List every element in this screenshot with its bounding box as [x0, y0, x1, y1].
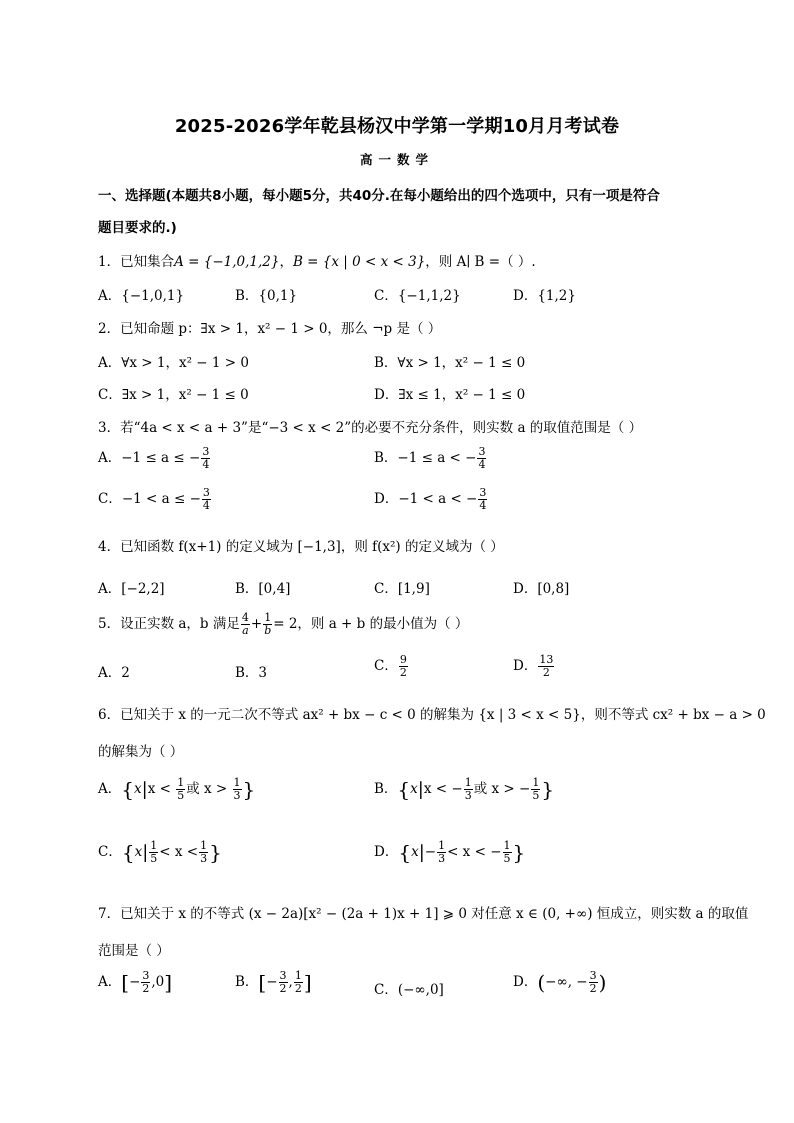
- q2-option-c: C．∃x > 1，x² − 1 ≤ 0: [98, 387, 249, 403]
- q5-c-fraction: [399, 654, 408, 678]
- q7-option-d: [513, 970, 606, 995]
- q4-option-d: D．[0,8]: [513, 581, 570, 597]
- q6-d-n1: 1: [438, 839, 446, 853]
- q6-a-var: x: [133, 781, 142, 797]
- q6-c-n2: 1: [200, 839, 208, 853]
- q5-d1: a: [242, 624, 249, 637]
- q5-option-b: B．3: [235, 665, 268, 681]
- q7-a-den: 2: [142, 982, 150, 995]
- q6-d-n2: 1: [503, 839, 511, 853]
- q6-c-frac-1: [149, 840, 158, 864]
- q6-b-d2: 5: [532, 789, 540, 802]
- q3-b-num: 3: [478, 445, 486, 459]
- q7-b-num-2: 1: [294, 969, 302, 983]
- q5-d-fraction: [538, 654, 554, 678]
- q7-d-num: 3: [589, 969, 597, 983]
- q6-b-text-a: x < −: [423, 781, 463, 797]
- q7-a-num: 3: [142, 969, 150, 983]
- q5-frac-2: [263, 612, 272, 636]
- q7-d-label: D．: [513, 974, 538, 990]
- section-heading: 一、选择题(本题共8小题，每小题5分，共40分.在每小题给出的四个选项中，只有一项是符合: [98, 188, 660, 204]
- q3-c-text: C．−1 < a ≤ −: [98, 491, 201, 507]
- question-1-stem: [98, 250, 536, 270]
- q6-c-frac-2: [199, 840, 208, 864]
- q6-a-text-a: x <: [147, 781, 176, 797]
- q6-a-bar: |: [141, 779, 148, 800]
- q5-text-a: 5．设正实数 a，b 满足: [98, 616, 240, 632]
- q1-option-b: B．{0,1}: [235, 288, 298, 304]
- q6-d-brace-close: }: [512, 840, 526, 865]
- q6-c-brace-close: }: [209, 840, 222, 865]
- q5-c-label: C．: [374, 658, 398, 674]
- q6-option-b: [374, 777, 554, 802]
- q6-d-bar: |: [418, 842, 425, 863]
- q6-d-var: x: [411, 844, 419, 860]
- q7-b-fraction-2: [294, 970, 303, 994]
- q3-d-num: 3: [479, 486, 487, 500]
- q3-c-den: 4: [202, 499, 210, 512]
- q7-d-fraction: [589, 970, 598, 994]
- q3-b-fraction: [477, 446, 486, 470]
- q3-b-text: B．−1 ≤ a < −: [374, 450, 477, 466]
- q5-option-c: [374, 654, 409, 679]
- q6-a-text-b: 或 x >: [186, 781, 232, 797]
- q6-d-d2: 5: [503, 852, 511, 865]
- q6-b-label: B．: [374, 781, 398, 797]
- q3-c-fraction: [202, 487, 211, 511]
- q6-d-text-a: −: [424, 844, 437, 860]
- q7-b-label: B．: [235, 974, 259, 990]
- q2-option-d: D．∃x ≤ 1，x² − 1 ≤ 0: [374, 387, 526, 403]
- q6-a-brace-close: }: [242, 777, 256, 802]
- q1-set-b: B = {x | 0 < x < 3}: [292, 254, 426, 270]
- q3-a-num: 3: [202, 445, 210, 459]
- q6-option-c: [98, 840, 222, 865]
- q5-n2: 1: [264, 611, 272, 625]
- q6-b-n2: 1: [532, 776, 540, 790]
- q5-d-num: 13: [539, 653, 554, 667]
- q5-n1: 4: [241, 611, 249, 625]
- q1-text-b: ，: [279, 254, 293, 270]
- q2-option-b: B．∀x > 1，x² − 1 ≤ 0: [374, 355, 526, 371]
- q1-option-a: A．{−1,0,1}: [98, 288, 185, 304]
- q6-a-n1: 1: [177, 776, 185, 790]
- q7-a-minus: −: [129, 974, 141, 990]
- q5-d-den: 2: [542, 666, 550, 679]
- q6-d-text-b: < x < −: [447, 844, 502, 860]
- q6-d-label: D．: [374, 844, 399, 860]
- q7-option-a: [98, 970, 172, 995]
- section-heading-cont: 题目要求的.): [98, 220, 177, 236]
- q6-option-a: [98, 777, 255, 802]
- question-4-stem: 4．已知函数 f(x+1) 的定义域为 [−1,3]，则 f(x²) 的定义域为（ ）: [98, 539, 504, 555]
- q7-a-bracket-close: ]: [164, 970, 173, 995]
- q7-b-minus: −: [266, 974, 278, 990]
- q1-set-a: A = {−1,0,1,2}: [174, 254, 280, 270]
- q6-b-brace-open: {: [397, 777, 411, 802]
- q6-a-d2: 3: [233, 789, 241, 802]
- q6-b-frac-2: [531, 777, 540, 801]
- q6-b-bar: |: [417, 779, 424, 800]
- q7-option-c: C．(−∞,0]: [374, 982, 444, 998]
- q4-option-c: C．[1,9]: [374, 581, 430, 597]
- q7-a-label: A．: [98, 974, 122, 990]
- q3-option-c: [98, 487, 212, 512]
- q7-b-den-2: 2: [294, 982, 302, 995]
- q6-a-frac-1: [176, 777, 185, 801]
- q7-b-num-1: 3: [279, 969, 287, 983]
- q3-option-d: [374, 487, 488, 512]
- q5-frac-1: [241, 612, 250, 636]
- q6-c-brace-open: {: [121, 840, 135, 865]
- q4-option-a: A．[−2,2]: [98, 581, 165, 597]
- question-6-stem-cont: 的解集为（ ）: [98, 744, 184, 760]
- q6-a-brace-open: {: [121, 777, 134, 802]
- q5-c-num: 9: [399, 653, 407, 667]
- q5-option-d: [513, 654, 555, 679]
- q3-a-den: 4: [202, 458, 210, 471]
- q1-option-d: D．{1,2}: [513, 288, 576, 304]
- q6-a-frac-2: [233, 777, 242, 801]
- q6-a-d1: 5: [177, 789, 185, 802]
- q2-option-a: A．∀x > 1，x² − 1 > 0: [98, 355, 249, 371]
- q5-d-label: D．: [513, 658, 538, 674]
- q7-d-den: 2: [589, 982, 597, 995]
- q6-c-n1: 1: [150, 839, 158, 853]
- q6-c-d2: 3: [200, 852, 208, 865]
- q6-b-n1: 1: [464, 776, 472, 790]
- page-title: 2025-2026学年乾县杨汉中学第一学期10月月考试卷: [174, 116, 620, 137]
- q6-c-var: x: [134, 844, 143, 860]
- q7-a-tail: ,0: [151, 974, 165, 990]
- question-6-stem: 6．已知关于 x 的一元二次不等式 ax² + bx − c < 0 的解集为 {x | 3 < x < 5}，则不等式 cx² + bx − a > 0: [98, 707, 766, 723]
- q5-c-den: 2: [399, 666, 407, 679]
- q4-option-b: B．[0,4]: [235, 581, 291, 597]
- q3-b-den: 4: [478, 458, 486, 471]
- q7-d-paren-close: ): [598, 970, 607, 995]
- question-7-stem-cont: 范围是（ ）: [98, 943, 170, 959]
- q6-d-frac-2: [503, 840, 512, 864]
- q7-b-fraction-1: [279, 970, 288, 994]
- q3-option-b: [374, 446, 487, 471]
- q6-d-d1: 3: [438, 852, 446, 865]
- q7-d-text: −∞, −: [545, 974, 588, 990]
- q6-b-frac-1: [464, 777, 473, 801]
- question-2-stem: 2．已知命题 p：∃x > 1，x² − 1 > 0，那么 ¬p 是（ ）: [98, 321, 442, 337]
- q3-d-fraction: [478, 487, 487, 511]
- q6-a-label: A．: [98, 781, 122, 797]
- q6-b-var: x: [410, 781, 418, 797]
- q3-option-a: [98, 446, 211, 471]
- q7-d-paren-open: (: [537, 970, 546, 995]
- q6-c-label: C．: [98, 844, 122, 860]
- q7-b-bracket-open: [: [258, 970, 267, 995]
- question-7-stem: 7．已知关于 x 的不等式 (x − 2a)[x² − (2a + 1)x + 1] ⩾ 0 对任意 x ∈ (0, +∞) 恒成立，则实数 a 的取值: [98, 906, 749, 922]
- page-subtitle: 高一数学: [359, 152, 434, 167]
- q6-a-n2: 1: [233, 776, 241, 790]
- q7-a-bracket-open: [: [121, 970, 130, 995]
- q5-d2: b: [264, 624, 272, 637]
- q7-b-den-1: 2: [279, 982, 287, 995]
- q6-option-d: [374, 840, 525, 865]
- q5-plus: +: [250, 616, 263, 632]
- question-5-stem: [98, 612, 468, 637]
- q1-text-a: 1．已知集合: [98, 254, 175, 270]
- q5-option-a: A．2: [98, 665, 130, 681]
- q3-d-text: D．−1 < a < −: [374, 491, 478, 507]
- q5-text-b: = 2，则 a + b 的最小值为（ ）: [273, 616, 469, 632]
- q7-b-comma: ,: [288, 974, 293, 990]
- q7-b-bracket-close: ]: [303, 970, 312, 995]
- q6-b-d1: 3: [464, 789, 472, 802]
- q6-d-frac-1: [437, 840, 446, 864]
- q6-c-text-a: < x <: [159, 844, 199, 860]
- q6-b-brace-close: }: [541, 777, 555, 802]
- q7-option-b: [235, 970, 312, 995]
- q1-text-c: ，则 A∣ B =（ ）.: [425, 254, 536, 270]
- q3-a-text: A．−1 ≤ a ≤ −: [98, 450, 201, 466]
- q3-c-num: 3: [202, 486, 210, 500]
- q6-b-text-b: 或 x > −: [473, 781, 531, 797]
- q6-c-d1: 5: [150, 852, 158, 865]
- question-3-stem: 3．若“4a < x < a + 3”是“−3 < x < 2”的必要不充分条件，则实数 a 的取值范围是（ ）: [98, 420, 643, 436]
- q6-d-brace-open: {: [398, 840, 412, 865]
- q3-d-den: 4: [479, 499, 487, 512]
- q1-option-c: C．{−1,1,2}: [374, 288, 461, 304]
- q7-a-fraction: [141, 970, 150, 994]
- q3-a-fraction: [201, 446, 210, 470]
- q6-c-bar: |: [142, 842, 149, 863]
